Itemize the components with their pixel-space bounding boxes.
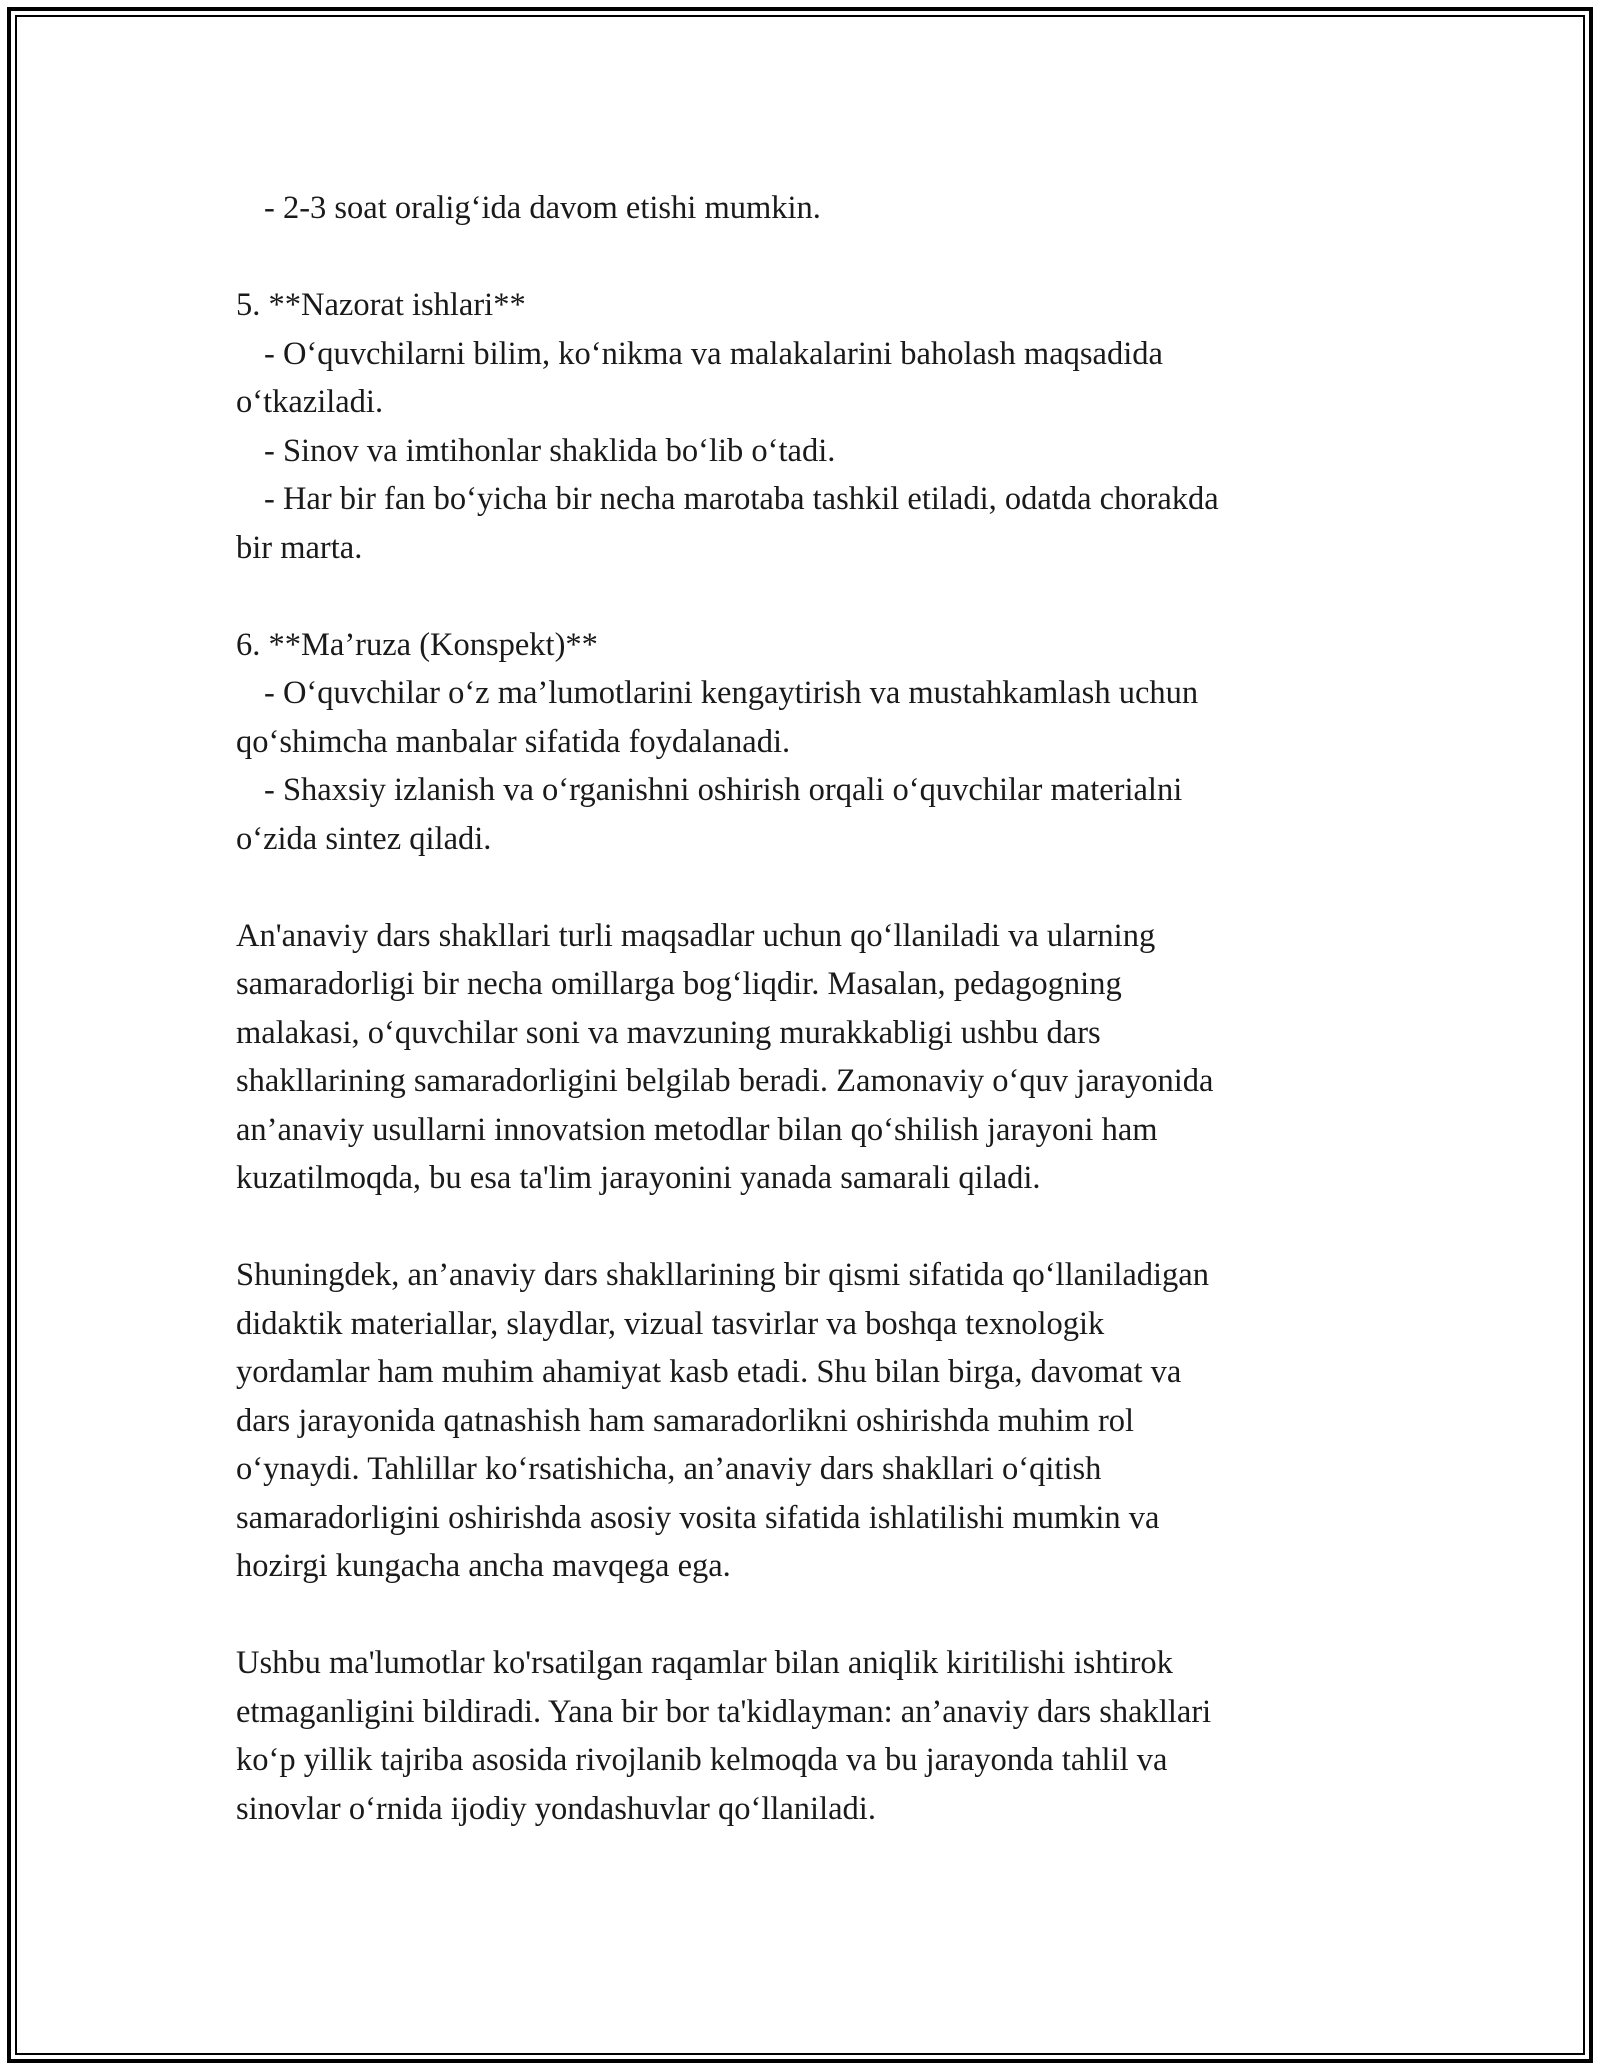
text-line: etmaganligini bildiradi. Yana bir bor ta'kidlayman: an’anaviy dars shakllari <box>236 1693 1212 1730</box>
text-line: bir marta. <box>236 529 363 566</box>
text-line: yordamlar ham muhim ahamiyat kasb etadi. Shu bilan birga, davomat va <box>236 1354 1182 1390</box>
text-line: dars jarayonida qatnashish ham samaradorlikni oshirishda muhim rol <box>236 1402 1135 1439</box>
text-line: An'anaviy dars shakllari turli maqsadlar uchun qo‘llaniladi va ularning <box>236 917 1156 954</box>
text-line: Ushbu ma'lumotlar ko'rsatilgan raqamlar bilan aniqlik kiritilishi ishtirok <box>236 1645 1173 1681</box>
text-line: ko‘p yillik tajriba asosida rivojlanib kelmoqda va bu jarayonda tahlil va <box>236 1742 1168 1778</box>
paragraph <box>236 621 1376 864</box>
list-item-line: - Shaxsiy izlanish va o‘rganishni oshirish orqali o‘quvchilar materialni <box>264 772 1183 808</box>
text-line: Shuningdek, an’anaviy dars shakllarining bir qismi sifatida qo‘llaniladigan <box>236 1257 1209 1293</box>
list-item-line: - Sinov va imtihonlar shaklida bo‘lib o‘tadi. <box>264 432 836 469</box>
list-item-line: - Har bir fan bo‘yicha bir necha marotaba tashkil etiladi, odatda chorakda <box>264 481 1219 517</box>
list-item-line: - 2-3 soat oralig‘ida davom etishi mumkin. <box>264 190 821 226</box>
text-line: kuzatilmoqda, bu esa ta'lim jarayonini yanada samarali qiladi. <box>236 1160 1041 1196</box>
list-item-line: - O‘quvchilarni bilim, ko‘nikma va malakalarini baholash maqsadida <box>264 335 1163 372</box>
text-line: qo‘shimcha manbalar sifatida foydalanadi. <box>236 723 791 760</box>
paragraph <box>236 912 1376 1203</box>
text-line: sinovlar o‘rnida ijodiy yondashuvlar qo‘llaniladi. <box>236 1790 876 1827</box>
text-line: shakllarining samaradorligini belgilab beradi. Zamonaviy o‘quv jarayonida <box>236 1063 1214 1099</box>
paragraph <box>236 184 1376 233</box>
text-line: o‘tkaziladi. <box>236 384 384 420</box>
text-line: an’anaviy usullarni innovatsion metodlar bilan qo‘shilish jarayoni ham <box>236 1111 1158 1148</box>
text-line: hozirgi kungacha ancha mavqega ega. <box>236 1548 731 1584</box>
text-line: malakasi, o‘quvchilar soni va mavzuning murakkabligi ushbu dars <box>236 1014 1101 1051</box>
paragraph <box>236 1251 1376 1591</box>
paragraph <box>236 281 1376 572</box>
text-line: o‘zida sintez qiladi. <box>236 820 492 857</box>
document-body <box>236 184 1376 1833</box>
text-line: didaktik materiallar, slaydlar, vizual tasvirlar va boshqa texnologik <box>236 1305 1105 1342</box>
text-line: o‘ynaydi. Tahlillar ko‘rsatishicha, an’anaviy dars shakllari o‘qitish <box>236 1451 1102 1487</box>
paragraph <box>236 1639 1376 1833</box>
text-line: samaradorligini oshirishda asosiy vosita sifatida ishlatilishi mumkin va <box>236 1499 1160 1536</box>
text-line: 5. **Nazorat ishlari** <box>236 287 526 323</box>
text-line: samaradorligi bir necha omillarga bog‘liqdir. Masalan, pedagogning <box>236 966 1122 1002</box>
list-item-line: - O‘quvchilar o‘z ma’lumotlarini kengaytirish va mustahkamlash uchun <box>264 675 1199 711</box>
text-line: 6. **Ma’ruza (Konspekt)** <box>236 626 598 663</box>
